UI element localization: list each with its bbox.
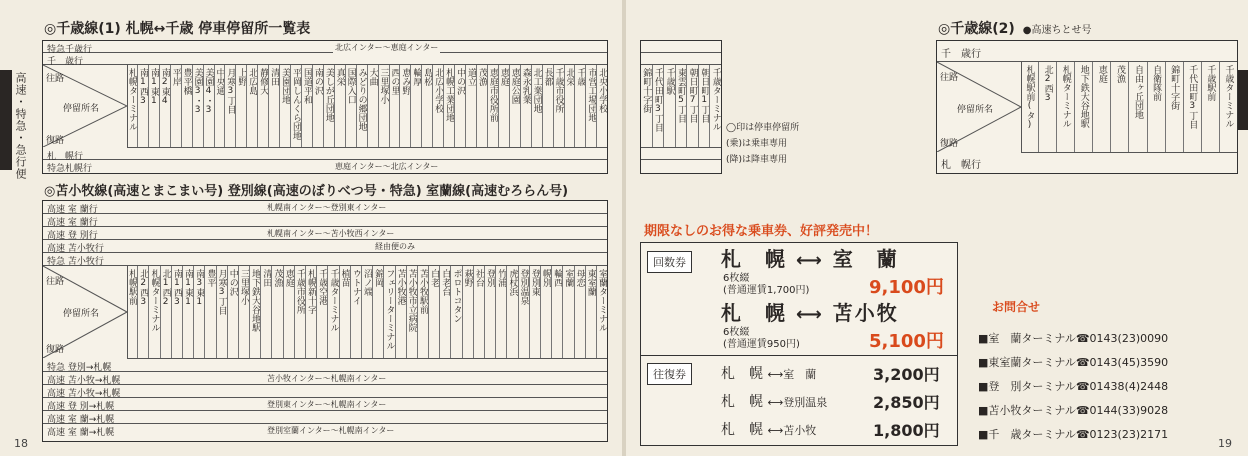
s1-station-29: 札幌工業団地 bbox=[444, 65, 455, 147]
s1-station-42: 市営工場団地 bbox=[586, 65, 597, 147]
s4-station-11: 千歳ターミナル bbox=[1223, 65, 1234, 128]
s1-station-40: 北栄 bbox=[565, 65, 576, 147]
s1-station-6: 美園3・3 bbox=[193, 65, 204, 147]
s2-station-21: 沼ノ端 bbox=[362, 266, 373, 358]
s4-station-8: 錦町十字街 bbox=[1166, 62, 1184, 152]
coupon-0-normal: (普通運賃1,700円) bbox=[723, 285, 810, 296]
s1-station-7: 美園4・3 bbox=[204, 65, 215, 147]
s4-station-6: 自由ヶ丘団地 bbox=[1129, 62, 1147, 152]
s1-station-31: 道立 bbox=[466, 65, 477, 147]
contact-chitose: ■千 歳ターミナル☎0123(23)2171 bbox=[978, 428, 1169, 441]
s1-station-33: 恵庭市役所前 bbox=[488, 65, 499, 147]
promo-divider bbox=[641, 355, 957, 356]
section3-table bbox=[640, 40, 722, 174]
s3-station-4: 朝日町7丁目 bbox=[687, 65, 699, 147]
arrow-icon: ⟷ bbox=[767, 424, 784, 437]
arrow-icon: ⟷ bbox=[767, 368, 784, 381]
s4-station-5: 茂漁 bbox=[1111, 62, 1129, 152]
s4-return-label: 復路 bbox=[940, 139, 959, 149]
s2-row-top-2: 高速 登 別行 bbox=[43, 227, 607, 240]
s2-row-bottom-0: 特急 登別→札幌 bbox=[43, 359, 607, 372]
s1-note-top: 北広インター〜恵庭インター bbox=[335, 43, 439, 52]
s4-station-1: 北2西3 bbox=[1039, 62, 1057, 152]
s4-station-9: 千代田町3丁目 bbox=[1184, 62, 1202, 152]
s4-outbound-label: 往路 bbox=[940, 73, 959, 83]
s1-row-top-1: 千 歳行 bbox=[43, 53, 607, 65]
s1-return-label: 復路 bbox=[46, 136, 65, 146]
s4-station-2: 札幌ターミナル bbox=[1057, 62, 1075, 152]
s1-station-25: 恵み野 bbox=[400, 65, 411, 147]
s2-station-29: ポロトコタン bbox=[451, 266, 462, 358]
roundtrip-0: 札 幌 ⟷室 蘭 bbox=[721, 366, 817, 382]
s4-row-top-0: 千 歳行 bbox=[937, 41, 1237, 62]
coupon-0-from: 札 幌 bbox=[721, 247, 787, 271]
s4-stopname-label: 停留所名 bbox=[957, 105, 994, 115]
s2-station-12: 清田 bbox=[261, 266, 272, 358]
s1-station-3: 南2東4 bbox=[160, 65, 171, 147]
s2-note-3: 苫小牧インター〜札幌南インター bbox=[267, 374, 387, 383]
s2-station-18: 千歳ターミナル bbox=[328, 266, 339, 358]
s2-station-8: 月寒3丁目 bbox=[217, 266, 228, 358]
s2-station-40: 母恋 bbox=[575, 266, 586, 358]
s1-station-14: 美園団地 bbox=[280, 65, 291, 147]
s4-station-7: 自衛隊前 bbox=[1148, 62, 1166, 152]
promo-box bbox=[640, 242, 958, 446]
s2-station-0: 札幌駅前 bbox=[127, 266, 138, 358]
s1-row-bottom-0: 札 幌行 bbox=[43, 148, 607, 160]
s2-station-16: 札幌新十字 bbox=[306, 266, 317, 358]
roundtrip-tag: 往復券 bbox=[647, 363, 692, 385]
s2-station-27: 白老 bbox=[429, 266, 440, 358]
s3-station-columns bbox=[641, 65, 721, 148]
s2-note-1: 札幌南インター〜苫小牧西インター bbox=[267, 229, 395, 238]
s2-note-4: 登別東インター〜札幌南インター bbox=[267, 400, 387, 409]
s2-note-2: 経由便のみ bbox=[375, 242, 415, 251]
coupon-1-from: 札 幌 bbox=[721, 301, 787, 325]
s2-station-19: 植苗 bbox=[340, 266, 351, 358]
s4-station-3: 地下鉄大谷地駅 bbox=[1075, 62, 1093, 152]
s1-station-20: 国際入口 bbox=[346, 65, 357, 147]
contact-noboribetsu: ■登 別ターミナル☎01438(4)2448 bbox=[978, 380, 1169, 393]
s3-station-1: 千代田町3丁目 bbox=[653, 65, 665, 147]
s2-station-24: 苫小牧港 bbox=[396, 266, 407, 358]
s1-station-9: 月寒3丁目 bbox=[225, 65, 236, 147]
contact-tomakomai: ■苫小牧ターミナル☎0144(33)9028 bbox=[978, 404, 1169, 417]
section4-subtitle: ●高速ちとせ号 bbox=[1022, 25, 1092, 36]
s1-station-2: 南1東1 bbox=[149, 65, 160, 147]
s2-station-35: 登別温泉 bbox=[519, 266, 530, 358]
s2-row-bottom-5: 高速 室 蘭→札幌 bbox=[47, 428, 115, 438]
coupon-1-to: 苫小牧 bbox=[832, 301, 899, 325]
s1-row-top-0: 特急千歳行 bbox=[43, 41, 607, 53]
s2-station-13: 茂漁 bbox=[272, 266, 283, 358]
s2-station-5: 南1東1 bbox=[183, 266, 194, 358]
s2-stopname-label: 停留所名 bbox=[63, 309, 100, 319]
s1-station-27: 島松 bbox=[422, 65, 433, 147]
roundtrip-2: 札 幌 ⟷苫小牧 bbox=[721, 422, 817, 438]
s1-station-37: 北工業団地 bbox=[532, 65, 543, 147]
s2-return-label: 復路 bbox=[46, 345, 65, 355]
s1-station-19: 真栄 bbox=[335, 65, 346, 147]
s2-station-10: 三里塚小 bbox=[239, 266, 250, 358]
s2-row-top-1: 高速 室 蘭行 bbox=[43, 214, 607, 227]
s3-station-0: 錦町十字街 bbox=[641, 65, 653, 147]
s3-row-3 bbox=[641, 160, 721, 171]
s1-station-24: 西の里 bbox=[390, 65, 401, 147]
s2-row-top-4: 特急 苫小牧行 bbox=[43, 253, 607, 266]
s1-station-21: みどりの郷団地 bbox=[357, 65, 368, 147]
s1-station-38: 長都 bbox=[543, 65, 554, 147]
s2-station-39: 室蘭 bbox=[563, 266, 574, 358]
s2-outbound-label: 往路 bbox=[46, 277, 65, 287]
right-page bbox=[626, 0, 1248, 456]
contact-muroran: ■室 蘭ターミナル☎0143(23)0090 bbox=[978, 332, 1169, 345]
section2-table bbox=[42, 200, 608, 442]
legend-circle: ◯印は停車停留所 bbox=[726, 123, 800, 133]
s1-station-11: 北広島 bbox=[247, 65, 258, 147]
s2-station-22: 錦岡 bbox=[373, 266, 384, 358]
coupon-tag: 回数券 bbox=[647, 251, 692, 273]
s1-station-15: 平岡しんくら団地 bbox=[291, 65, 302, 147]
roundtrip-0-price: 3,200円 bbox=[873, 365, 940, 384]
contact-heading: お問合せ bbox=[992, 300, 1041, 314]
arrow-icon: ⟷ bbox=[767, 396, 784, 409]
coupon-0-to: 室 蘭 bbox=[832, 247, 899, 271]
s1-station-17: 南の沢 bbox=[313, 65, 324, 147]
s2-header-cell bbox=[43, 266, 128, 358]
s1-station-35: 恵庭公園 bbox=[510, 65, 521, 147]
s2-station-14: 恵庭 bbox=[284, 266, 295, 358]
s2-row-bottom-1: 高速 苫小牧→札幌 bbox=[43, 372, 607, 385]
s1-station-39: 千歳市役所 bbox=[554, 65, 565, 147]
s1-row-bottom-1: 特急札幌行 bbox=[47, 164, 93, 174]
s1-station-34: 恵庭 bbox=[499, 65, 510, 147]
double-arrow-icon: ⟷ bbox=[795, 304, 824, 325]
s1-station-41: 千歳 bbox=[575, 65, 586, 147]
s2-station-31: 社台 bbox=[474, 266, 485, 358]
s2-row-bottom-3: 高速 登 別→札幌 bbox=[43, 398, 607, 411]
s4-header-cell bbox=[937, 62, 1022, 152]
coupon-0-price: 9,100円 bbox=[869, 277, 944, 298]
s1-note-bottom: 恵庭インター〜北広インター bbox=[335, 162, 439, 171]
s4-station-4: 恵庭 bbox=[1093, 62, 1111, 152]
s4-station-columns bbox=[1021, 62, 1237, 153]
section4-title-text: ◎千歳線(2) bbox=[938, 21, 1015, 37]
s1-station-22: 大曲 bbox=[368, 65, 379, 147]
s1-station-30: 中の沢 bbox=[455, 65, 466, 147]
s1-station-23: 三里塚小 bbox=[379, 65, 390, 147]
s1-station-1: 南1西3 bbox=[138, 65, 149, 147]
s1-station-36: 森永乳業 bbox=[521, 65, 532, 147]
s1-station-10: 上野 bbox=[236, 65, 247, 147]
left-page bbox=[0, 0, 622, 456]
s1-station-4: 平岸 bbox=[171, 65, 182, 147]
page-number-right: 19 bbox=[1218, 437, 1232, 450]
s2-station-30: 萩野 bbox=[463, 266, 474, 358]
s2-station-42: 室蘭ターミナル bbox=[596, 269, 607, 332]
s2-station-23: フェリーターミナル bbox=[384, 266, 395, 358]
s2-station-37: 幌別 bbox=[541, 266, 552, 358]
coupon-0-sets: 6枚綴 bbox=[723, 273, 750, 284]
s1-station-32: 茂漁 bbox=[477, 65, 488, 147]
s2-station-28: 白老台 bbox=[440, 266, 451, 358]
s2-station-7: 豊平 bbox=[205, 266, 216, 358]
s2-station-32: 登別 bbox=[485, 266, 496, 358]
s2-row-top-3: 高速 苫小牧行 bbox=[43, 240, 607, 253]
s4-station-0: 札幌駅前(タ) bbox=[1021, 62, 1039, 152]
s1-station-16: 国道平和 bbox=[302, 65, 313, 147]
s4-station-10: 千歳駅前 bbox=[1202, 62, 1220, 152]
s1-outbound-label: 往路 bbox=[46, 74, 65, 84]
roundtrip-1-price: 2,850円 bbox=[873, 393, 940, 412]
legend-alighting: (降)は降車専用 bbox=[726, 155, 788, 165]
side-label: 高速・特急・急行便 bbox=[14, 72, 27, 180]
s1-station-5: 豊平橋 bbox=[182, 65, 193, 147]
s2-station-38: 輪西 bbox=[552, 266, 563, 358]
s3-station-5: 朝日町1丁目 bbox=[699, 65, 711, 147]
s1-station-18: 美しが丘団地 bbox=[324, 65, 335, 147]
double-arrow-icon: ⟷ bbox=[795, 250, 824, 271]
s2-station-6: 南3東1 bbox=[194, 266, 205, 358]
right-tab-marker bbox=[1238, 70, 1248, 130]
s2-station-2: 札幌ターミナル bbox=[149, 266, 160, 358]
s3-station-6: 千歳ターミナル bbox=[710, 68, 721, 131]
s2-station-15: 千歳市役所 bbox=[295, 266, 306, 358]
s2-row-bottom-2: 高速 苫小牧→札幌 bbox=[43, 385, 607, 398]
s3-station-3: 東雲町5丁目 bbox=[676, 65, 688, 147]
s2-station-41: 東室蘭 bbox=[586, 266, 597, 358]
coupon-1-normal: (普通運賃950円) bbox=[723, 339, 800, 350]
s2-note-0: 札幌南インター〜登別東インター bbox=[267, 203, 387, 212]
section2-title: ◎苫小牧線(高速とまこまい号) 登別線(高速のぼりべつ号・特急) 室蘭線(高速むろらん号) bbox=[44, 184, 569, 199]
section4-table bbox=[936, 40, 1238, 174]
s1-station-43: 北央小学校 bbox=[597, 68, 608, 113]
s2-station-4: 南1西3 bbox=[172, 266, 183, 358]
s3-row-0 bbox=[641, 41, 721, 53]
s1-station-8: 中央通 bbox=[215, 65, 226, 147]
s1-header-cell bbox=[43, 65, 128, 147]
s2-station-33: 竹浦 bbox=[496, 266, 507, 358]
s1-station-13: 清田 bbox=[269, 65, 280, 147]
legend-boarding: (乗)は乗車専用 bbox=[726, 139, 788, 149]
s2-station-3: 北1西2 bbox=[161, 266, 172, 358]
s2-station-34: 虎杖浜 bbox=[507, 266, 518, 358]
s2-station-17: 千歳空港 bbox=[317, 266, 328, 358]
s2-station-20: ウトナイ bbox=[351, 266, 362, 358]
s2-station-26: 苫小牧駅前 bbox=[418, 266, 429, 358]
s1-stopname-label: 停留所名 bbox=[63, 104, 100, 114]
coupon-1-price: 5,100円 bbox=[869, 331, 944, 352]
s2-row-bottom-4: 高速 室 蘭→札幌 bbox=[43, 411, 607, 424]
s2-station-1: 北2西3 bbox=[138, 266, 149, 358]
s2-station-columns bbox=[127, 266, 607, 359]
s3-row-1 bbox=[641, 53, 721, 65]
section1-title: ◎千歳線(1) 札幌↔千歳 停車停留所一覧表 bbox=[44, 21, 311, 37]
section4-title bbox=[938, 18, 1092, 38]
s2-station-25: 苫小牧市立病院 bbox=[407, 266, 418, 358]
s4-row-bottom-0: 札 幌行 bbox=[941, 160, 981, 171]
side-tab-marker bbox=[0, 70, 12, 170]
s2-station-11: 地下鉄大谷地駅 bbox=[250, 266, 261, 358]
s2-station-9: 中の沢 bbox=[228, 266, 239, 358]
section1-table bbox=[42, 40, 608, 174]
s3-station-2: 千歳駅 bbox=[664, 65, 676, 147]
s1-station-0: 札幌ターミナル bbox=[127, 65, 138, 147]
s1-station-26: 輪厚 bbox=[411, 65, 422, 147]
coupon-route-0 bbox=[721, 243, 899, 272]
coupon-route-1 bbox=[721, 297, 899, 326]
roundtrip-2-price: 1,800円 bbox=[873, 421, 940, 440]
promo-headline: 期限なしのお得な乗車券、好評発売中！ bbox=[644, 224, 879, 239]
coupon-1-sets: 6枚綴 bbox=[723, 327, 750, 338]
roundtrip-1: 札 幌 ⟷登別温泉 bbox=[721, 394, 828, 410]
s2-station-36: 登別東 bbox=[530, 266, 541, 358]
s2-row-top-0: 高速 室 蘭行 bbox=[43, 201, 607, 214]
s1-station-12: 静修大 bbox=[258, 65, 269, 147]
s1-station-columns bbox=[127, 65, 607, 148]
s1-station-28: 北広小学校 bbox=[433, 65, 444, 147]
contact-higashi-muroran: ■東室蘭ターミナル☎0143(45)3590 bbox=[978, 356, 1169, 369]
s3-row-2 bbox=[641, 148, 721, 160]
page-number-left: 18 bbox=[14, 437, 28, 450]
s2-note-5: 登別室蘭インター〜札幌南インター bbox=[267, 426, 395, 435]
